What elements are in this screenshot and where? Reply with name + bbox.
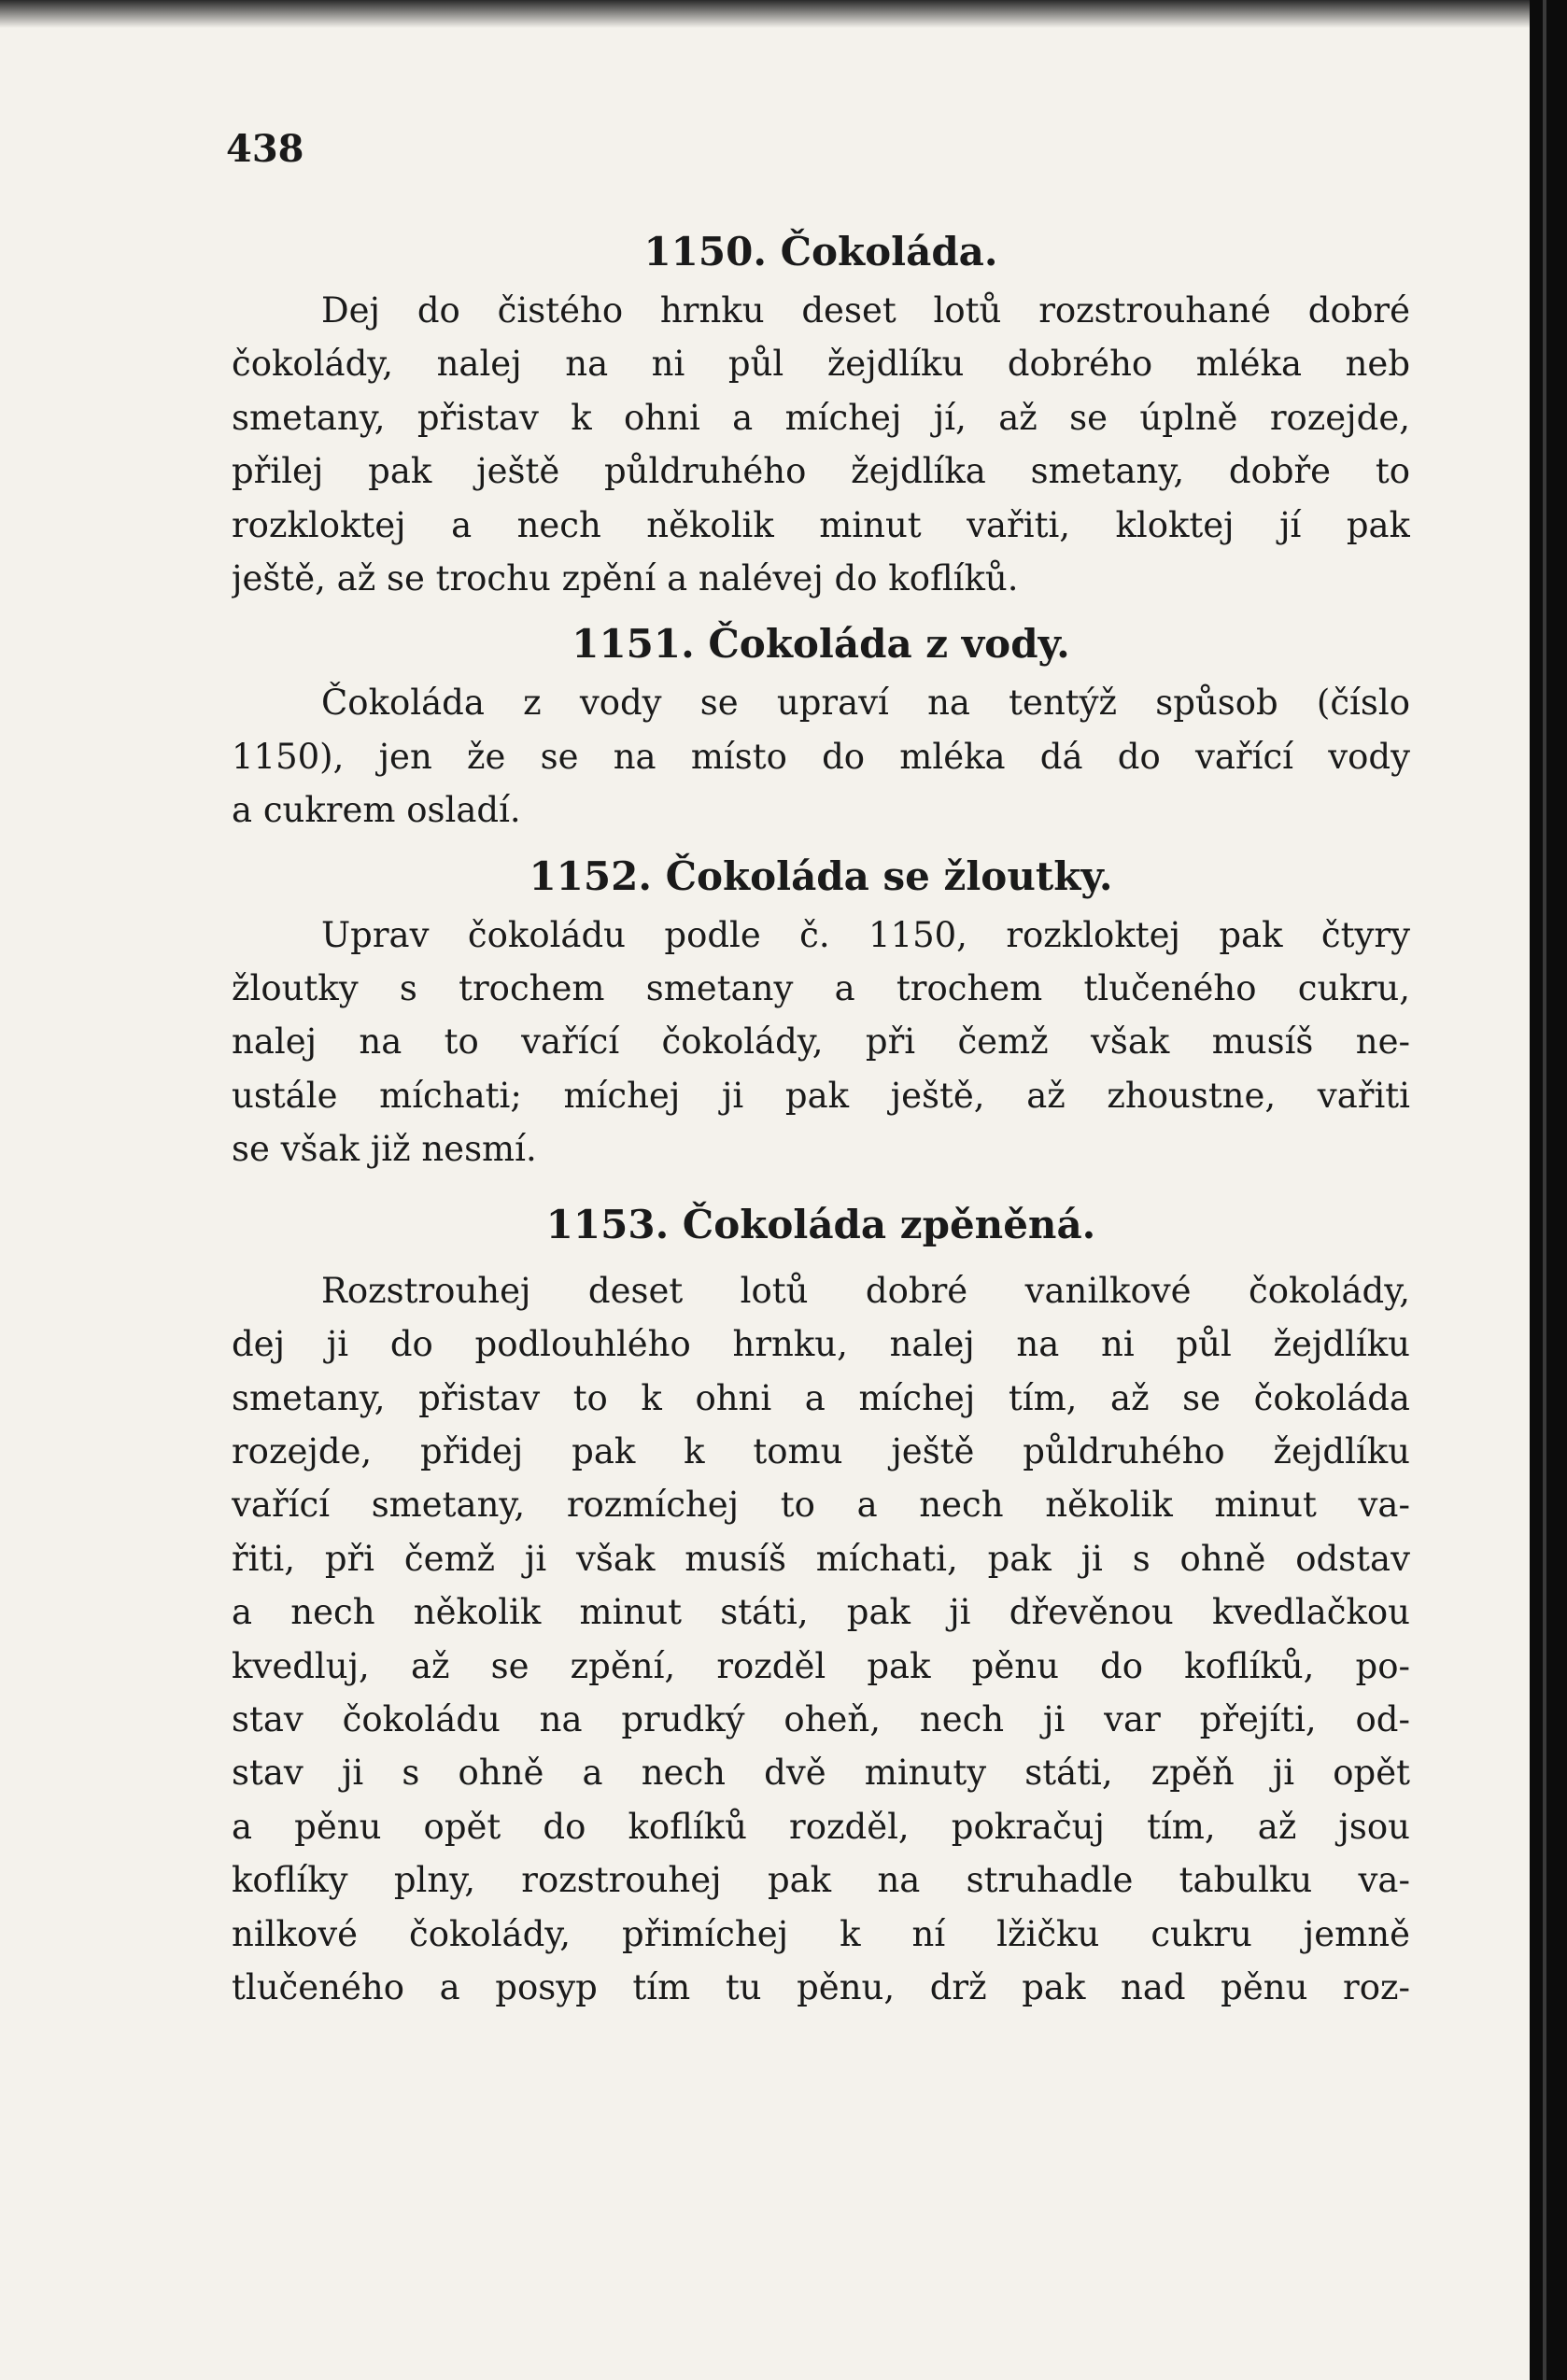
text-line: nilkové čokolády, přimíchej k ní lžičku cukru jemně	[232, 1913, 1410, 1954]
binding-line	[1543, 0, 1546, 2380]
recipe-text	[232, 224, 1410, 2014]
text-line: žloutky s trochem smetany a trochem tlučeného cukru,	[232, 968, 1410, 1009]
text-line: Dej do čistého hrnku deset lotů rozstrouhané dobré	[321, 290, 1410, 331]
text-line: koflíky plny, rozstrouhej pak na struhadle tabulku va-	[232, 1860, 1410, 1901]
text-line: Uprav čokoládu podle č. 1150, rozkloktej pak čtyry	[321, 914, 1410, 955]
text-line: stav čokoládu na prudký oheň, nech ji var přejíti, od-	[232, 1698, 1410, 1739]
text-line: Čokoláda z vody se upraví na tentýž spůsob (číslo	[321, 683, 1410, 724]
text-line: ještě, až se trochu zpění a nalévej do koflíků.	[232, 558, 1019, 599]
text-line: smetany, přistav k ohni a míchej jí, až se úplně rozejde,	[232, 397, 1410, 438]
scan-top-shadow	[0, 0, 1530, 28]
page-number: 438	[226, 127, 304, 171]
text-line: čokolády, nalej na ni půl žejdlíku dobrého mléka neb	[232, 344, 1410, 385]
text-line: tlučeného a posyp tím tu pěnu, drž pak nad pěnu roz-	[232, 1966, 1410, 2007]
text-line: smetany, přistav to k ohni a míchej tím, až se čokoláda	[232, 1377, 1410, 1418]
page-edge	[1530, 0, 1567, 2380]
text-line: a nech několik minut státi, pak ji dřevěnou kvedlačkou	[232, 1592, 1410, 1633]
text-line: nalej na to vařící čokolády, při čemž však musíš ne-	[232, 1021, 1410, 1063]
text-line: vařící smetany, rozmíchej to a nech několik minut va-	[232, 1485, 1410, 1526]
section-heading: 1151. Čokoláda z vody.	[572, 621, 1070, 668]
text-line: kvedluj, až se zpění, rozděl pak pěnu do koflíků, po-	[232, 1645, 1410, 1686]
text-line: Rozstrouhej deset lotů dobré vanilkové čokolády,	[321, 1270, 1410, 1311]
text-line: přilej pak ještě půldruhého žejdlíka smetany, dobře to	[232, 451, 1410, 492]
text-line: a cukrem osladí.	[232, 790, 521, 831]
text-line: řiti, při čemž ji však musíš míchati, pak ji s ohně odstav	[232, 1538, 1410, 1579]
text-line: stav ji s ohně a nech dvě minuty státi, zpěň ji opět	[232, 1753, 1410, 1794]
section-heading: 1153. Čokoláda zpěněná.	[545, 1201, 1096, 1247]
text-line: dej ji do podlouhlého hrnku, nalej na ni půl žejdlíku	[232, 1324, 1410, 1365]
text-line: se však již nesmí.	[232, 1129, 537, 1170]
section-heading: 1150. Čokoláda.	[643, 229, 998, 275]
text-line: ustále míchati; míchej ji pak ještě, až zhoustne, vařiti	[232, 1075, 1410, 1116]
section-heading: 1152. Čokoláda se žloutky.	[529, 852, 1113, 899]
text-line: a pěnu opět do koflíků rozděl, pokračuj tím, až jsou	[232, 1806, 1410, 1847]
text-line: rozkloktej a nech několik minut vařiti, kloktej jí pak	[232, 504, 1410, 545]
text-line: 1150), jen že se na místo do mléka dá do vařící vody	[232, 736, 1410, 777]
text-line: rozejde, přidej pak k tomu ještě půldruhého žejdlíku	[232, 1430, 1410, 1472]
